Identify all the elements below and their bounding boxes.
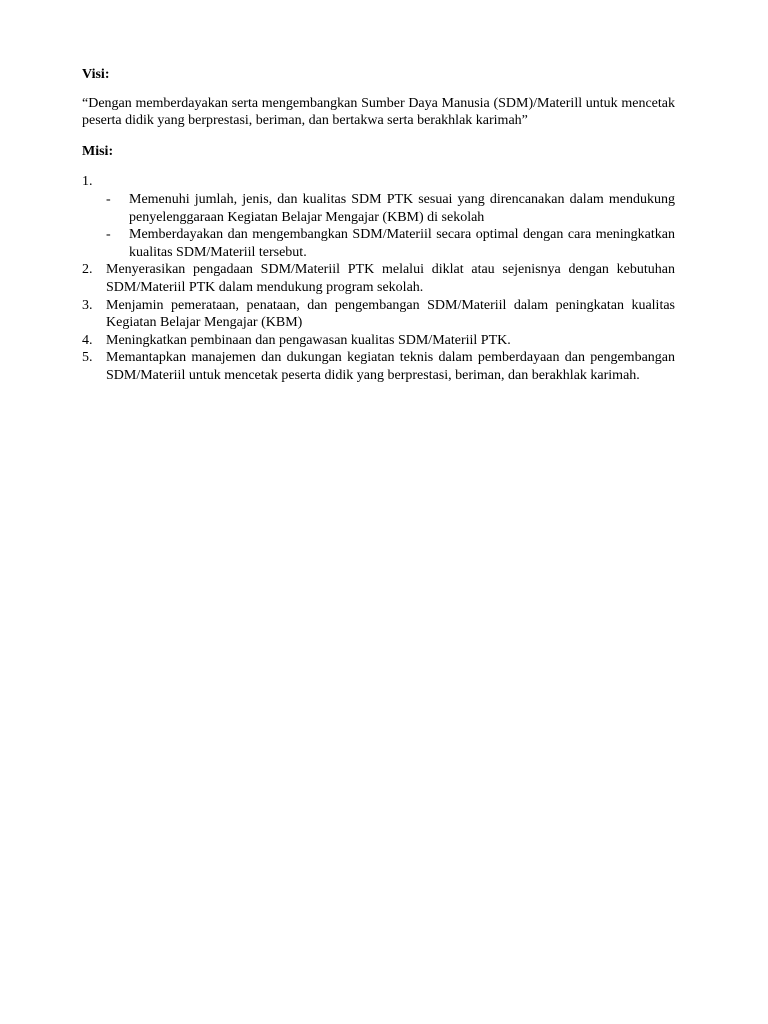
visi-text: “Dengan memberdayakan serta mengembangkan Sumber Daya Manusia (SDM)/Materill untuk mencetak peserta didik yang berprestasi, beriman, dan bertakwa serta berakhlak karimah” bbox=[82, 95, 675, 129]
misi-item-text: Meningkatkan pembinaan dan pengawasan kualitas SDM/Materiil PTK. bbox=[106, 332, 511, 348]
misi-item-text: Memantapkan manajemen dan dukungan kegiatan teknis dalam pemberdayaan dan pengembangan SDM/Materiil untuk mencetak peserta didik yang berprestasi, beriman, dan berakhlak karimah. bbox=[106, 350, 675, 383]
misi-item-5 bbox=[82, 349, 675, 384]
misi-heading: Misi: bbox=[82, 143, 114, 159]
misi-subitem-text: Memenuhi jumlah, jenis, dan kualitas SDM PTK sesuai yang direncanakan dalam mendukung penyelenggaraan Kegiatan Belajar Mengajar (KBM) di sekolah bbox=[129, 191, 675, 225]
misi-subitem-2 bbox=[106, 226, 675, 261]
misi-item-text: Menyerasikan pengadaan SDM/Materiil PTK melalui diklat atau sejenisnya dengan kebutuhan SDM/Materiil PTK dalam mendukung program sekolah. bbox=[106, 262, 675, 295]
misi-subitem-text: Memberdayakan dan mengembangkan SDM/Materiil secara optimal dengan cara meningkatkan kualitas SDM/Materiil tersebut. bbox=[129, 227, 675, 260]
misi-item-1 bbox=[82, 173, 675, 261]
misi-item-number: 4. bbox=[82, 332, 93, 348]
dash-marker: - bbox=[106, 227, 111, 243]
misi-sublist bbox=[106, 191, 675, 261]
misi-subitem-1 bbox=[106, 191, 675, 226]
misi-item-4 bbox=[82, 332, 675, 350]
dash-marker: - bbox=[106, 191, 111, 207]
misi-item-number: 3. bbox=[82, 297, 93, 313]
misi-item-number: 1. bbox=[82, 174, 93, 190]
misi-item-number: 2. bbox=[82, 262, 93, 278]
document-page bbox=[82, 66, 675, 385]
visi-heading: Visi: bbox=[82, 67, 110, 82]
misi-list bbox=[82, 173, 675, 384]
misi-item-text: Menjamin pemerataan, penataan, dan pengembangan SDM/Materiil dalam peningkatan kualitas Kegiatan Belajar Mengajar (KBM) bbox=[106, 297, 675, 331]
misi-item-3 bbox=[82, 297, 675, 332]
misi-item-2 bbox=[82, 261, 675, 296]
misi-item-number: 5. bbox=[82, 350, 93, 366]
